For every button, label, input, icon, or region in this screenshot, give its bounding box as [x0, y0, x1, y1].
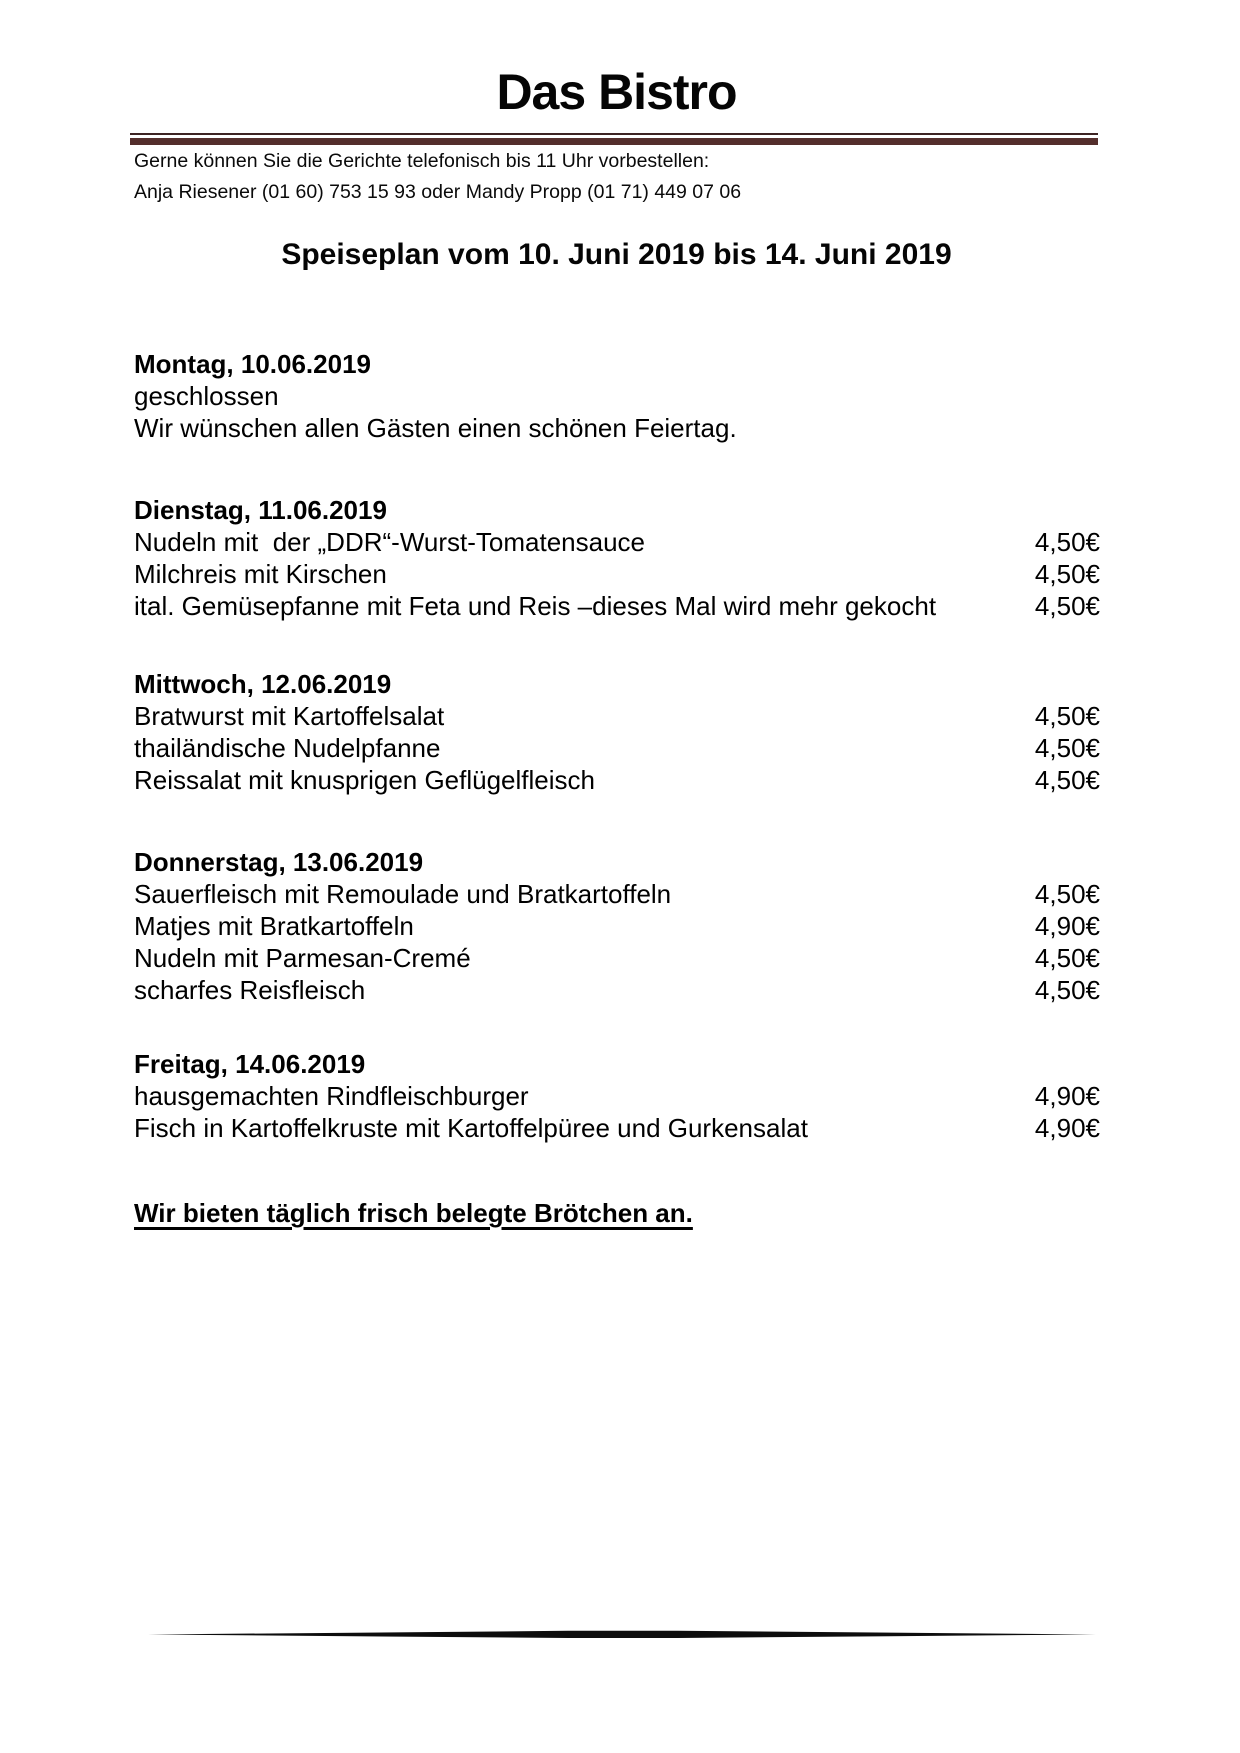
menu-item-row	[134, 764, 1100, 796]
menu-item-row	[134, 974, 1100, 1006]
menu-item-price: 4,50€	[1034, 765, 1100, 795]
menu-item-text: Reissalat mit knusprigen Geflügelfleisch	[134, 765, 595, 795]
menu-item-text: Nudeln mit Parmesan-Cremé	[134, 943, 471, 973]
menu-item-text: thailändische Nudelpfanne	[134, 733, 441, 763]
menu-item-row	[134, 526, 1100, 558]
footer-note: Wir bieten täglich frisch belegte Brötchen an.	[134, 1198, 693, 1228]
day-section-dienstag	[134, 494, 1100, 622]
day-header: Freitag, 14.06.2019	[134, 1049, 366, 1079]
menu-item-row	[134, 732, 1100, 764]
menu-item-row	[134, 878, 1100, 910]
menu-item-price: 4,90€	[1034, 1113, 1100, 1143]
day-section-mittwoch	[134, 668, 1100, 796]
menu-item-text: Nudeln mit der „DDR“-Wurst-Tomatensauce	[134, 527, 645, 557]
menu-item-row	[134, 380, 1100, 412]
preorder-info	[134, 146, 1101, 208]
header-divider-thick-line	[130, 138, 1098, 145]
menu-item-text: scharfes Reisfleisch	[134, 975, 366, 1005]
menu-item-price: 4,50€	[1034, 879, 1100, 909]
menu-item-text: Bratwurst mit Kartoffelsalat	[134, 701, 445, 731]
menu-item-row	[134, 558, 1100, 590]
day-section-donnerstag	[134, 846, 1100, 1006]
menu-item-row	[134, 412, 1100, 444]
menu-item-price: 4,50€	[1034, 559, 1100, 589]
menu-item-price: 4,50€	[1034, 975, 1100, 1005]
menu-item-row	[134, 910, 1100, 942]
menu-item-price: 4,50€	[1034, 733, 1100, 763]
day-header: Montag, 10.06.2019	[134, 349, 371, 379]
preorder-info-line: Gerne können Sie die Gerichte telefonisch bis 11 Uhr vorbestellen:	[134, 150, 710, 172]
plan-title: Speiseplan vom 10. Juni 2019 bis 14. Juni 2019	[281, 238, 952, 271]
menu-item-price: 4,50€	[1034, 591, 1100, 621]
menu-item-row	[134, 942, 1100, 974]
menu-item-price: 4,90€	[1034, 1081, 1100, 1111]
menu-item-price: 4,90€	[1034, 911, 1100, 941]
menu-item-text: geschlossen	[134, 381, 279, 411]
menu-item-row	[134, 1080, 1100, 1112]
menu-item-text: hausgemachten Rindfleischburger	[134, 1081, 529, 1111]
menu-item-price: 4,50€	[1034, 701, 1100, 731]
menu-item-text: Matjes mit Bratkartoffeln	[134, 911, 414, 941]
menu-item-price: 4,50€	[1034, 943, 1100, 973]
doc-title: Das Bistro	[496, 64, 737, 120]
day-header: Mittwoch, 12.06.2019	[134, 669, 392, 699]
day-section-montag	[134, 348, 1100, 444]
menu-item-text: Milchreis mit Kirschen	[134, 559, 387, 589]
menu-item-text: Wir wünschen allen Gästen einen schönen Feiertag.	[134, 413, 737, 443]
preorder-contact-line: Anja Riesener (01 60) 753 15 93 oder Mandy Propp (01 71) 449 07 06	[134, 181, 742, 203]
menu-item-row	[134, 590, 1100, 622]
day-header: Dienstag, 11.06.2019	[134, 495, 387, 525]
bottom-divider-line	[148, 1630, 1096, 1639]
menu-item-row	[134, 1112, 1100, 1144]
menu-item-text: ital. Gemüsepfanne mit Feta und Reis –dieses Mal wird mehr gekocht	[134, 591, 937, 621]
day-header: Donnerstag, 13.06.2019	[134, 847, 424, 877]
menu-item-row	[134, 700, 1100, 732]
bottom-divider	[148, 1630, 1096, 1639]
header-divider	[130, 133, 1098, 145]
menu-item-text: Fisch in Kartoffelkruste mit Kartoffelpüree und Gurkensalat	[134, 1113, 808, 1143]
menu-item-text: Sauerfleisch mit Remoulade und Bratkartoffeln	[134, 879, 672, 909]
day-section-freitag	[134, 1048, 1100, 1144]
menu-item-price: 4,50€	[1034, 527, 1100, 557]
